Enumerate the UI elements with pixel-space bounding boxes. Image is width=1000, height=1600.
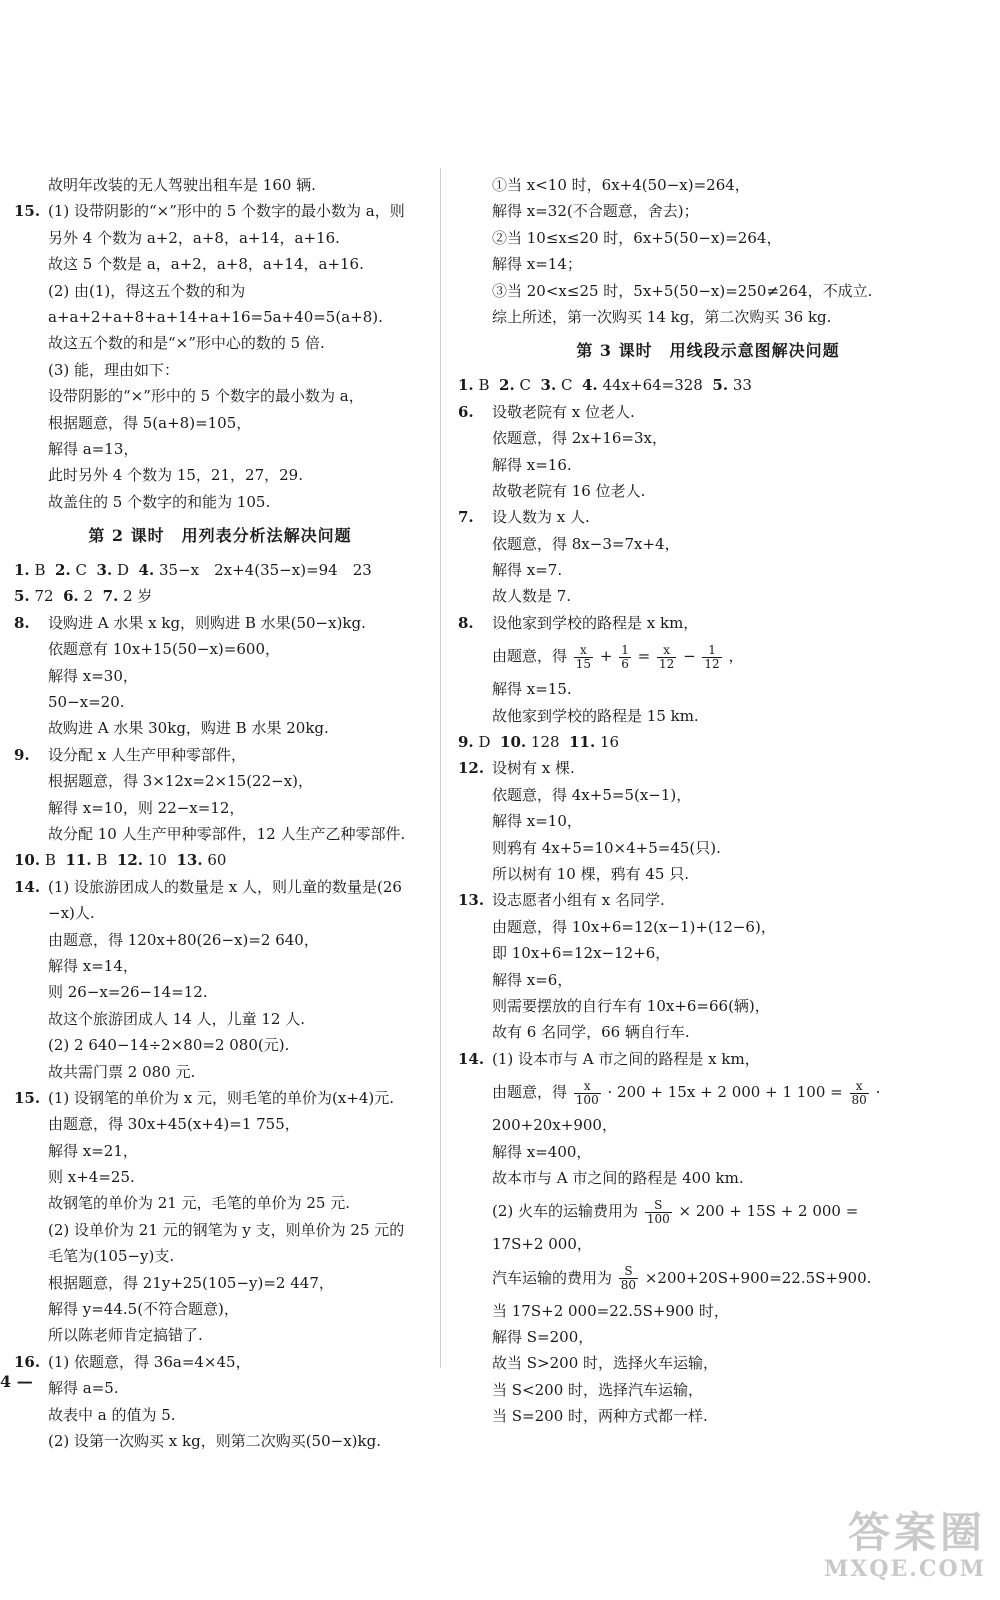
left-column [14,172,426,1454]
operator: − [683,647,696,666]
text-line: 故本市与 A 市之间的路程是 400 km. [492,1168,744,1187]
text-line: 故敬老院有 16 位老人. [492,481,646,500]
answer-value: 128 [530,733,560,752]
text-line: 故人数是 7. [492,587,572,606]
fraction-equation-line [458,636,958,676]
text-line: (1) 依题意，得 36a=4×45， [48,1352,251,1371]
answer-16 [14,1349,426,1375]
text-line: −x)人. [48,904,95,923]
answer-value: B [44,851,56,870]
question-number: 7. [102,587,119,606]
fraction [574,1080,601,1107]
question-number: 10. [14,851,41,870]
denominator: 6 [621,656,629,671]
column-divider [440,168,441,1368]
question-number: 8. [14,613,30,632]
equation-tail: ×200+20S+900=22.5S+900. [644,1268,872,1287]
text-line: ①当 x<10 时，6x+4(50−x)=264， [492,176,750,194]
text-line: 故这 5 个数是 a，a+2，a+8，a+14，a+16. [48,255,364,274]
equation-lead: (2) 火车的运输费用为 [492,1202,639,1221]
fraction [619,1265,638,1292]
answer-1-4 [14,557,426,583]
text-line: 故共需门票 2 080 元. [48,1062,196,1081]
text-line: 设购进 A 水果 x kg，则购进 B 水果(50−x)kg. [48,613,366,632]
fraction [702,644,721,671]
question-number: 14. [458,1049,485,1068]
text-line: 故当 S>200 时，选择火车运输， [492,1354,719,1373]
text-line: 解得 x=14， [48,956,138,975]
question-number: 16. [14,1352,41,1371]
text-line: 故购进 A 水果 30kg，购进 B 水果 20kg. [48,719,329,738]
text-line: 故这五个数的和是“×”形中心的数的 5 倍. [48,334,325,353]
question-number: 5. [712,376,729,395]
answer-8 [458,610,958,636]
text-line: 故盖住的 5 个数字的和能为 105. [48,492,271,511]
denominator: 100 [646,1211,670,1226]
text-line: 故明年改装的无人驾驶出租车是 160 辆. [48,176,316,194]
answer-value: 33 [732,376,752,395]
operator: = [637,647,651,666]
text-line: 设志愿者小组有 x 名同学. [492,891,665,910]
answer-14 [14,874,426,900]
text-line: 另外 4 个数为 a+2，a+8，a+14，a+16. [48,228,340,247]
fraction [850,1080,869,1107]
numerator: x [850,1080,869,1094]
text-line: 解得 a=13， [48,439,139,458]
fraction [619,644,631,671]
question-number: 3. [96,561,113,580]
watermark-site: MXQE.COM [823,1556,986,1582]
question-number: 9. [14,745,30,764]
text-line: 由题意，得 10x+6=12(x−1)+(12−6)， [492,917,776,936]
equation-middle: · 200 + 15x + 2 000 + 1 100 = [607,1083,843,1102]
denominator: 12 [704,656,720,671]
text-line: 解得 x=10， [492,812,582,831]
punctuation: ， [728,647,744,666]
section-heading-lesson-3: 第 3 课时 用线段示意图解决问题 [576,341,840,361]
answer-value: B [34,561,46,580]
text-line: (2) 2 640−14÷2×80=2 080(元). [48,1036,290,1055]
text-line: 则需要摆放的自行车有 10x+6=66(辆)， [492,996,770,1015]
text-line: 此时另外 4 个数为 15，21，27，29. [48,466,303,485]
equation-lead: 汽车运输的费用为 [492,1268,613,1287]
text-line: 解得 x=7. [492,561,563,580]
text-line: 解得 x=400， [492,1142,592,1161]
text-line: 根据题意，得 3×12x=2×15(22−x)， [48,772,314,791]
numerator: S [645,1199,672,1213]
answer-value: 2 [83,587,94,606]
text-line: 当 17S+2 000=22.5S+900 时， [492,1301,729,1320]
answer-value: B [478,376,490,395]
text-line: 则 26−x=26−14=12. [48,983,208,1002]
text-line: ③当 20<x≤25 时，5x+5(50−x)=250≠264，不成立. [492,281,873,300]
question-number: 15. [14,1088,41,1107]
question-number: 3. [540,376,557,395]
text-line: 根据题意，得 5(a+8)=105， [48,413,252,432]
text-line: 设树有 x 棵. [492,759,575,778]
answer-9-11 [458,729,958,755]
equation-tail: × 200 + 15S + 2 000 = [678,1202,859,1221]
numerator: 1 [702,644,721,658]
text-line: 则鸦有 4x+5=10×4+5=45(只). [492,838,721,857]
answer-value: 2 岁 [123,587,153,606]
answer-value: B [96,851,108,870]
question-number: 4. [582,376,598,395]
watermark [824,1510,986,1582]
text-line: 设人数为 x 人. [492,508,590,527]
answer-value: 44x+64=328 [602,376,703,395]
operator: + [599,647,613,666]
text-line: 解得 x=32(不合题意，舍去)； [492,202,699,221]
text-line: 当 S=200 时，两种方式都一样. [492,1407,708,1426]
text-line: 故他家到学校的路程是 15 km. [492,706,699,725]
text-line: 依题意有 10x+15(50−x)=600， [48,640,280,659]
text-line: 故这个旅游团成人 14 人，儿童 12 人. [48,1009,306,1028]
denominator: 80 [851,1092,867,1107]
text-line: a+a+2+a+8+a+14+a+16=5a+40=5(a+8). [48,307,383,326]
question-number: 11. [569,733,596,752]
numerator: x [574,1080,601,1094]
answer-15 [14,198,426,224]
text-line: 故有 6 名同学，66 辆自行车. [492,1023,690,1042]
answer-value: 10 [147,851,167,870]
denominator: 15 [575,656,592,671]
answer-value: C [75,561,87,580]
text-line: (1) 设钢笔的单价为 x 元，则毛笔的单价为(x+4)元. [48,1088,395,1107]
watermark-logo: 答案圈 [847,1508,986,1557]
question-number: 13. [458,891,485,910]
question-number: 5. [14,587,30,606]
answer-9 [14,742,426,768]
question-number: 13. [176,851,203,870]
text-line: 所以树有 10 棵，鸦有 45 只. [492,864,690,883]
question-number: 9. [458,733,474,752]
question-number: 12. [116,851,144,870]
equation-lead: 由题意，得 [492,1083,568,1102]
fraction-equation-line [458,1191,958,1231]
text-line: 故钢笔的单价为 21 元，毛笔的单价为 25 元. [48,1194,351,1213]
text-line: 17S+2 000， [492,1235,592,1254]
numerator: 1 [621,642,629,657]
answer-5-7 [14,583,426,609]
text-line: 毛笔为(105−y)支. [48,1247,175,1266]
equation-lead: 由题意，得 [492,647,568,666]
question-number: 8. [458,613,474,632]
text-line: 解得 x=30， [48,666,138,685]
text-line: 综上所述，第一次购买 14 kg，第二次购买 36 kg. [492,307,832,326]
text-line: (1) 设旅游团成人的数量是 x 人，则儿童的数量是(26 [48,877,402,896]
answer-12 [458,755,958,781]
text-line: 依题意，得 4x+5=5(x−1)， [492,785,692,804]
text-line: 解得 y=44.5(不符合题意)， [48,1300,239,1319]
text-line: 解得 a=5. [48,1379,119,1398]
text-line: 解得 x=16. [492,455,572,474]
numerator: S [619,1265,638,1279]
question-number: 14. [14,877,41,896]
right-column [458,172,958,1430]
text-line: 即 10x+6=12x−12+6， [492,944,671,963]
text-line: 200+20x+900， [492,1116,617,1135]
question-number: 11. [65,851,92,870]
answer-value: C [519,376,531,395]
text-line: (1) 设本市与 A 市之间的路程是 x km， [492,1049,760,1068]
text-line: 由题意，得 30x+45(x+4)=1 755， [48,1115,300,1134]
text-line: 依题意，得 8x−3=7x+4， [492,534,680,553]
text-line: (3) 能，理由如下： [48,360,180,379]
answer-value: D [478,733,491,752]
answer-value: 16 [600,733,620,752]
text-line: (2) 由(1)，得这五个数的和为 [48,281,246,300]
question-number: 6. [63,587,79,606]
text-line: 则 x+4=25. [48,1168,135,1187]
text-line: 解得 x=6， [492,970,573,989]
text-line: 设敬老院有 x 位老人. [492,402,635,421]
answer-15b [14,1085,426,1111]
text-line: 根据题意，得 21y+25(105−y)=2 447， [48,1273,334,1292]
text-line: 所以陈老师肯定搞错了. [48,1326,203,1345]
denominator: 80 [620,1278,637,1293]
denominator: 100 [575,1092,599,1107]
answer-6 [458,399,958,425]
text-line: 解得 x=14； [492,255,582,274]
answer-13 [458,887,958,913]
question-number: 2. [55,561,71,580]
denominator: 12 [659,656,675,671]
operator: · [875,1083,881,1102]
text-line: (2) 设第一次购买 x kg，则第二次购买(50−x)kg. [48,1431,381,1450]
text-line: (2) 设单价为 21 元的钢笔为 y 支，则单价为 25 元的 [48,1220,405,1239]
text-line: (1) 设带阴影的“×”形中的 5 个数字的最小数为 a，则 [48,202,405,221]
answer-value: 72 [34,587,54,606]
text-line: 设分配 x 人生产甲种零部件， [48,745,246,764]
answer-14 [458,1046,958,1072]
answer-value: 60 [207,851,227,870]
text-line: 设带阴影的“×”形中的 5 个数字的最小数为 a， [48,387,364,406]
text-line: 解得 S=200， [492,1328,594,1347]
answer-1-5 [458,372,958,398]
text-line: 解得 x=15. [492,680,572,699]
fraction [574,644,593,671]
fraction-equation-line [458,1072,958,1112]
text-line: 当 S<200 时，选择汽车运输， [492,1380,704,1399]
text-line: ②当 10≤x≤20 时，6x+5(50−x)=264， [492,228,782,247]
answer-value: D [116,561,129,580]
answer-10-13 [14,847,426,873]
page-number: 4 — [0,1372,33,1391]
question-number: 1. [14,561,30,580]
text-line: 故表中 a 的值为 5. [48,1405,176,1424]
question-number: 15. [14,202,41,221]
question-number: 1. [458,376,474,395]
question-number: 4. [138,561,155,580]
text-line: 故分配 10 人生产甲种零部件，12 人生产乙种零部件. [48,824,406,843]
answer-value: C [560,376,573,395]
section-heading-lesson-2: 第 2 课时 用列表分析法解决问题 [88,526,352,546]
answer-8 [14,610,426,636]
text-line: 由题意，得 120x+80(26−x)=2 640， [48,930,319,949]
numerator: x [657,644,676,658]
numerator: x [574,644,593,658]
fraction [645,1199,672,1226]
fraction-equation-line [458,1258,958,1298]
fraction [657,644,676,671]
answer-value: 35−x 2x+4(35−x)=94 23 [159,561,372,580]
text-line: 50−x=20. [48,693,125,712]
text-line: 解得 x=10，则 22−x=12， [48,798,245,817]
answer-7 [458,504,958,530]
question-number: 2. [499,376,515,395]
question-number: 10. [500,733,527,752]
question-number: 7. [458,508,474,527]
text-line: 依题意，得 2x+16=3x， [492,429,667,448]
text-line: 设他家到学校的路程是 x km， [492,613,699,632]
question-number: 12. [458,759,485,778]
question-number: 6. [458,402,474,421]
text-line: 解得 x=21， [48,1141,138,1160]
